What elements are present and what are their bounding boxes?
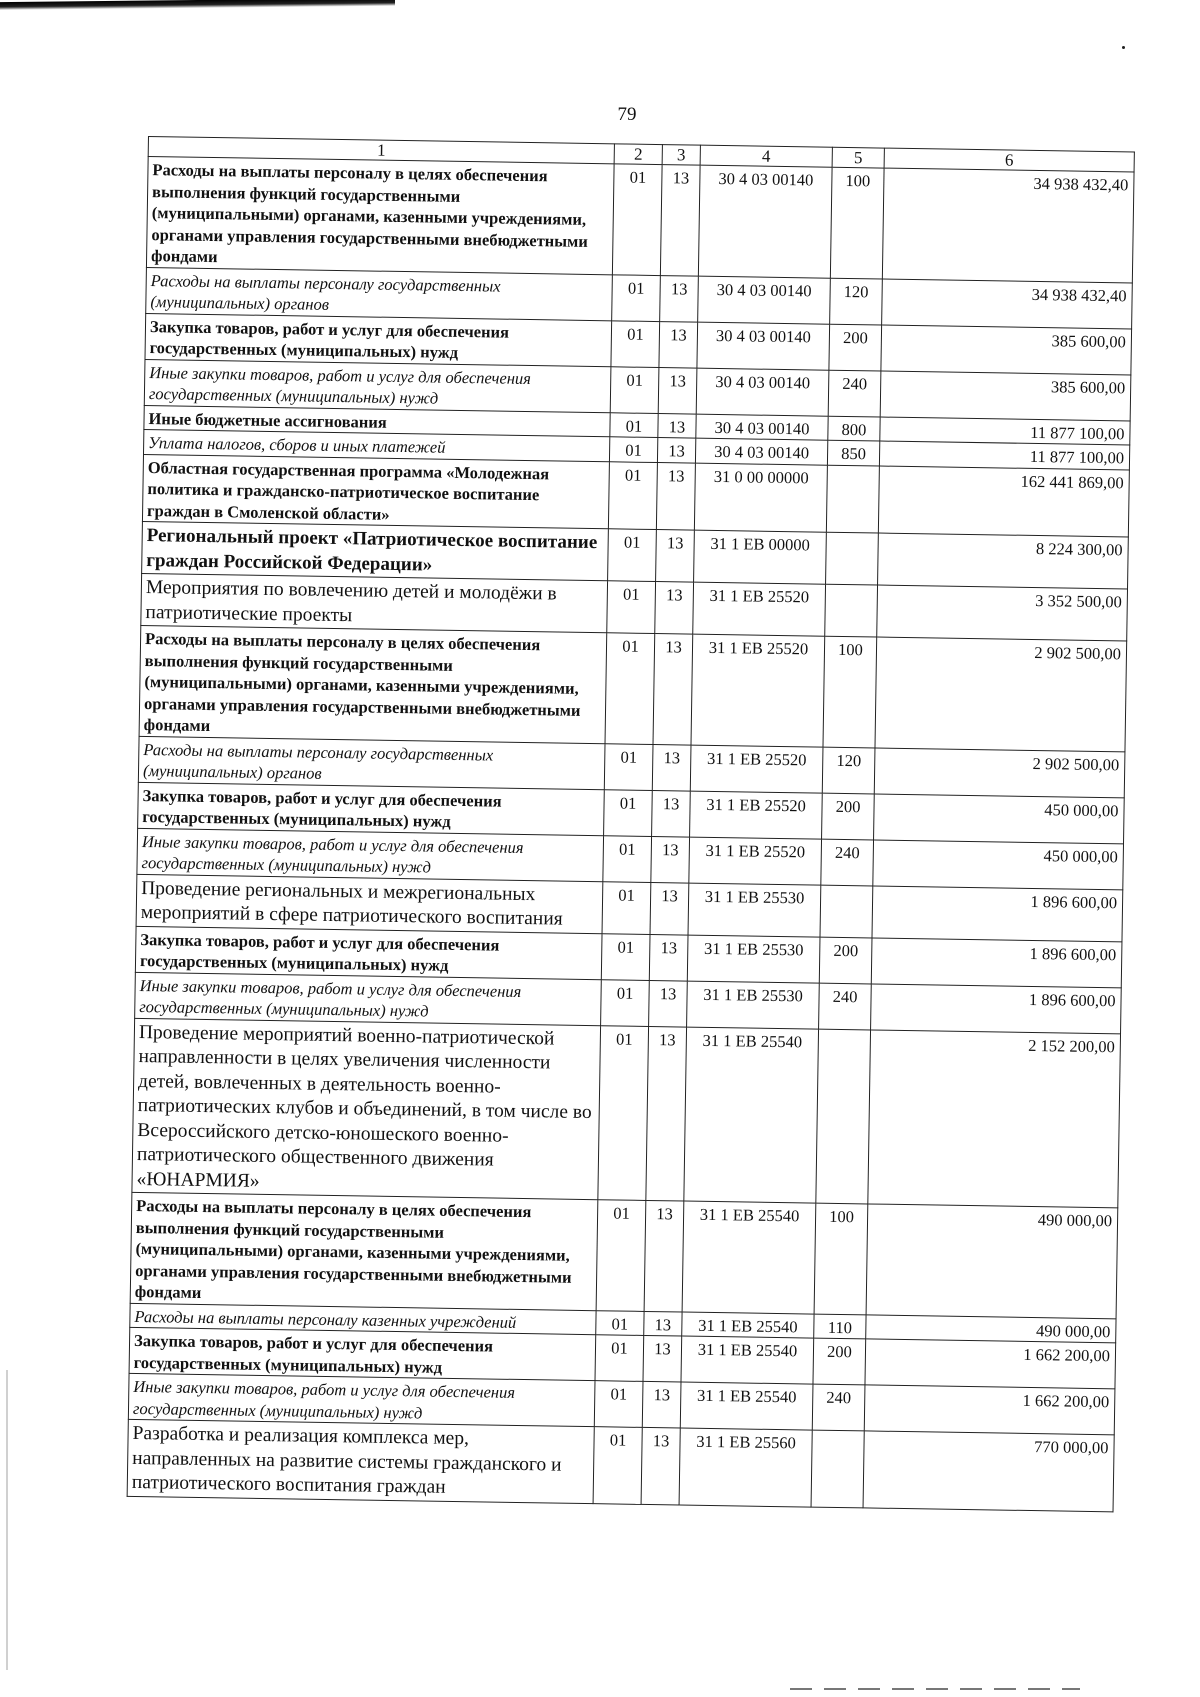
section-code: 01 [612, 164, 662, 275]
section-code: 01 [604, 789, 653, 836]
amount: 1 896 600,00 [872, 885, 1123, 941]
subsection-code: 13 [652, 790, 691, 837]
amount: 34 938 432,40 [882, 279, 1133, 329]
target-article-code: 30 4 03 00140 [696, 414, 828, 441]
subsection-code: 13 [651, 836, 690, 883]
subsection-code: 13 [656, 462, 695, 530]
target-article-code: 31 1 EB 25520 [690, 745, 823, 793]
scan-bottom-marks [790, 1688, 1080, 1690]
row-name: Расходы на выплаты персоналу государственных (муниципальных) органов [138, 736, 605, 789]
subsection-code: 13 [650, 882, 689, 935]
row-name: Расходы на выплаты персоналу в целях обеспечения выполнения функций государственными (муниципальными) органами, казенными учреждениями, органами управления государственными внебюджетными фондами [139, 625, 607, 743]
subsection-code: 13 [658, 413, 696, 438]
expense-type-code [826, 465, 879, 533]
amount: 450 000,00 [874, 793, 1125, 843]
expense-type-code: 200 [829, 324, 882, 371]
amount: 385 600,00 [881, 325, 1132, 375]
row-name: Закупка товаров, работ и услуг для обеспечения государственных (муниципальных) нужд [129, 1327, 596, 1380]
row-name: Проведение региональных и межрегиональных мероприятий в сфере патриотического воспитания [136, 874, 603, 933]
target-article-code: 31 0 00 00000 [694, 463, 827, 533]
row-name: Проведение мероприятий военно-патриотической направленности в целях увеличения численности детей, вовлеченных в деятельность военно-патриотических клубов и объединений, в том числе во Всероссийского детско-юношеского военно-патриотического общественного движения «ЮНАРМИЯ» [132, 1018, 601, 1200]
amount: 450 000,00 [873, 839, 1124, 889]
row-name: Иные закупки товаров, работ и услуг для обеспечения государственных (муниципальных) нужд [128, 1373, 595, 1426]
row-name: Расходы на выплаты персоналу в целях обеспечения выполнения функций государственными (муниципальными) органами, казенными учреждениями, органами управления государственными внебюджетными фондами [130, 1192, 598, 1310]
scan-edge-line [6, 1370, 8, 1670]
section-code: 01 [601, 979, 650, 1026]
subsection-code: 13 [649, 980, 688, 1027]
amount: 1 662 200,00 [865, 1339, 1116, 1389]
amount: 8 224 300,00 [878, 533, 1129, 589]
expense-type-code: 100 [823, 636, 877, 747]
expense-type-code: 240 [819, 983, 872, 1030]
expense-type-code: 240 [821, 839, 874, 886]
table-row [130, 1192, 1118, 1318]
target-article-code: 30 4 03 00140 [696, 368, 829, 416]
row-name: Закупка товаров, работ и услуг для обеспечения государственных (муниципальных) нужд [138, 782, 605, 835]
section-code: 01 [602, 881, 651, 934]
row-name: Расходы на выплаты персоналу государственных (муниципальных) органов [146, 267, 613, 320]
expense-type-code: 120 [822, 747, 875, 794]
subsection-code: 13 [660, 275, 699, 322]
subsection-code: 13 [660, 165, 700, 276]
section-code: 01 [596, 1310, 644, 1335]
target-article-code: 30 4 03 00140 [698, 276, 831, 324]
section-code: 01 [603, 835, 652, 882]
row-name: Иные закупки товаров, работ и услуг для обеспечения государственных (муниципальных) нужд [137, 828, 604, 881]
section-code: 01 [608, 529, 657, 582]
expense-type-code: 800 [828, 416, 880, 441]
subsection-code: 13 [659, 321, 698, 368]
target-article-code: 31 1 EB 25530 [687, 935, 820, 983]
row-name: Закупка товаров, работ и услуг для обеспечения государственных (муниципальных) нужд [145, 313, 612, 366]
section-code: 01 [612, 274, 661, 321]
table-row [127, 1419, 1114, 1511]
section-code: 01 [610, 366, 659, 413]
target-article-code: 31 1 EB 25520 [691, 634, 825, 747]
amount: 1 896 600,00 [871, 937, 1122, 987]
expense-type-code [826, 532, 879, 585]
column-header: 5 [832, 147, 884, 168]
section-code: 01 [609, 437, 657, 462]
section-code: 01 [601, 933, 650, 980]
column-header: 3 [662, 145, 700, 166]
target-article-code: 31 1 EB 25540 [682, 1201, 816, 1314]
amount: 11 877 100,00 [880, 417, 1130, 445]
row-name: Региональный проект «Патриотическое воспитание граждан Российской Федерации» [142, 521, 609, 580]
subsection-code: 13 [656, 530, 695, 583]
subsection-code: 13 [655, 582, 694, 635]
row-name: Областная государственная программа «Молодежная политика и гражданско-патриотическое воспитание граждан в Смоленской области» [142, 454, 609, 529]
amount: 3 352 500,00 [877, 585, 1128, 641]
target-article-code: 30 4 03 00140 [698, 165, 832, 278]
column-header: 6 [884, 148, 1134, 172]
column-header: 1 [148, 137, 614, 164]
subsection-code: 13 [653, 634, 693, 745]
target-article-code: 31 1 EB 25530 [688, 883, 821, 937]
row-name: Уплата налогов, сборов и иных платежей [144, 429, 610, 461]
amount: 2 152 200,00 [868, 1029, 1121, 1207]
row-name: Мероприятия по вовлечению детей и молодёжи в патриотические проекты [141, 573, 608, 632]
column-header: 4 [700, 145, 832, 167]
section-code: 01 [611, 320, 660, 367]
column-header: 2 [614, 144, 662, 165]
subsection-code: 13 [642, 1381, 681, 1428]
target-article-code: 31 1 EB 25560 [679, 1428, 812, 1507]
section-code: 01 [608, 461, 657, 529]
amount: 1 662 200,00 [864, 1385, 1115, 1435]
row-name: Иные бюджетные ассигнования [144, 405, 610, 437]
expense-type-code: 200 [822, 793, 875, 840]
expense-type-code [811, 1430, 864, 1507]
expense-type-code [820, 885, 873, 938]
target-article-code: 30 4 03 00140 [697, 322, 830, 370]
target-article-code: 31 1 EB 25530 [687, 981, 820, 1029]
subsection-code: 13 [641, 1427, 680, 1504]
subsection-code: 13 [644, 1200, 684, 1311]
page-number: 79 [617, 104, 637, 125]
target-article-code: 31 1 EB 25540 [681, 1336, 814, 1384]
expense-type-code [825, 584, 878, 637]
subsection-code: 13 [649, 934, 688, 981]
amount: 11 877 100,00 [879, 441, 1129, 469]
amount: 34 938 432,40 [882, 168, 1134, 282]
target-article-code: 30 4 03 00140 [695, 438, 827, 465]
budget-table [127, 136, 1135, 1512]
expense-type-code: 200 [813, 1338, 866, 1385]
expense-type-code: 110 [814, 1314, 866, 1339]
amount: 2 902 500,00 [875, 637, 1127, 751]
expense-type-code: 200 [819, 937, 872, 984]
section-code: 01 [604, 743, 653, 790]
section-code: 01 [593, 1427, 642, 1504]
expense-type-code: 120 [830, 278, 883, 325]
amount: 770 000,00 [863, 1431, 1114, 1511]
row-name: Расходы на выплаты персоналу казенных учреждений [130, 1303, 596, 1335]
section-code: 01 [605, 633, 655, 744]
subsection-code: 13 [643, 1335, 682, 1382]
target-article-code: 31 1 EB 25520 [690, 791, 823, 839]
target-article-code: 31 1 ЕB 25540 [680, 1382, 813, 1430]
amount: 385 600,00 [880, 371, 1131, 421]
subsection-code: 13 [652, 744, 691, 791]
scan-speck [1122, 46, 1125, 49]
subsection-code: 13 [646, 1026, 687, 1201]
row-name: Иные закупки товаров, работ и услуг для обеспечения государственных (муниципальных) нужд [144, 359, 611, 412]
expense-type-code [816, 1029, 871, 1204]
expense-type-code: 100 [814, 1203, 868, 1314]
section-code: 01 [594, 1381, 643, 1428]
amount: 162 441 869,00 [878, 466, 1129, 537]
row-name: Расходы на выплаты персоналу в целях обеспечения выполнения функций государственными (муниципальными) органами, казенными учреждениями, органами управления государственными внебюджетными фондами [146, 157, 614, 275]
target-article-code: 31 1 EB 25540 [684, 1027, 819, 1204]
section-code: 01 [596, 1200, 646, 1311]
subsection-code: 13 [658, 367, 697, 414]
row-name: Разработка и реализация комплекса мер, направленных на развитие системы гражданского и патриотического воспитания граждан [127, 1419, 594, 1503]
table-row [139, 625, 1127, 751]
row-name: Иные закупки товаров, работ и услуг для обеспечения государственных (муниципальных) нужд [135, 972, 602, 1025]
section-code: 01 [607, 581, 656, 634]
expense-type-code: 240 [812, 1384, 865, 1431]
table-row [146, 157, 1134, 283]
section-code: 01 [610, 412, 658, 437]
subsection-code: 13 [644, 1311, 682, 1336]
target-article-code: 31 1 EB 25520 [689, 837, 822, 885]
section-code: 01 [595, 1335, 644, 1382]
amount: 490 000,00 [866, 1314, 1116, 1342]
section-code: 01 [598, 1025, 649, 1200]
subsection-code: 13 [657, 438, 695, 463]
amount: 490 000,00 [866, 1204, 1118, 1318]
target-article-code: 31 1 EB 25520 [693, 582, 826, 636]
expense-type-code: 240 [828, 370, 881, 417]
row-name: Закупка товаров, работ и услуг для обеспечения государственных (муниципальных) нужд [135, 926, 602, 979]
amount: 2 902 500,00 [874, 747, 1125, 797]
target-article-code: 31 1 EB 25540 [682, 1312, 814, 1339]
table-row [132, 1018, 1121, 1208]
scan-edge-mark [0, 0, 395, 10]
target-article-code: 31 1 EB 00000 [694, 530, 827, 584]
expense-type-code: 100 [830, 167, 884, 278]
expense-type-code: 850 [827, 440, 879, 465]
amount: 1 896 600,00 [871, 983, 1122, 1033]
